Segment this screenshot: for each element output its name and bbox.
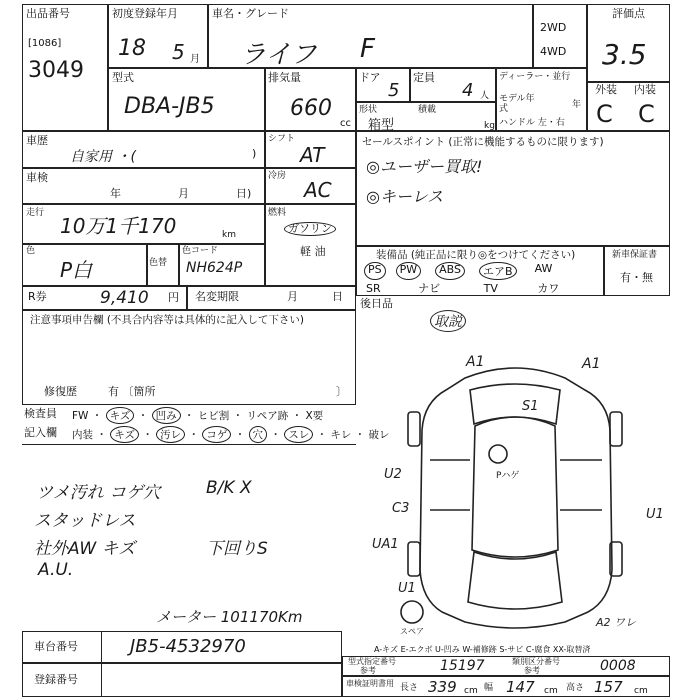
shape-value: 箱型 bbox=[368, 118, 395, 133]
remark-6: A.U. bbox=[38, 560, 74, 580]
fuel-gasoline-text: ガソリン bbox=[284, 222, 336, 236]
fuel-gasoline bbox=[284, 222, 336, 236]
inspector-row2: 内装 ・ キズ ・ 汚レ ・ コゲ ・ 穴 ・ スレ ・ キレ ・ 破レ bbox=[72, 426, 390, 443]
insp-int-scratch: キズ bbox=[110, 426, 139, 443]
chassis-label: 車台番号 bbox=[34, 640, 78, 653]
equipment-row1 bbox=[358, 262, 602, 280]
spare-label: スペア bbox=[400, 627, 424, 636]
notes-label: 注意事項申告欄 (不具合内容等は具体的に記入して下さい) bbox=[30, 314, 305, 326]
remark-2: B/K X bbox=[206, 478, 252, 498]
sales-point2: ◎キーレス bbox=[366, 187, 444, 206]
mark-ua1: UA1 bbox=[372, 537, 399, 552]
fuel-diesel: 軽 油 bbox=[300, 245, 326, 258]
name-label: 車名・グレード bbox=[212, 7, 289, 20]
inspection-box bbox=[22, 168, 265, 204]
height-value: 157 bbox=[594, 678, 623, 696]
history-label: 車歴 bbox=[26, 134, 48, 147]
equip-pw: PW bbox=[396, 262, 422, 280]
repair-label: 修復歴 bbox=[44, 385, 77, 398]
int-grade: C bbox=[638, 100, 655, 128]
recycle-label: R券 bbox=[28, 290, 47, 303]
insp-int-burn: コゲ bbox=[202, 426, 231, 443]
remark-4: 社外AW キズ bbox=[34, 539, 136, 559]
equip-leather: カワ bbox=[537, 282, 560, 295]
warranty-value: 有・無 bbox=[620, 271, 653, 284]
car-name: ライフ bbox=[240, 40, 317, 70]
car-roof bbox=[472, 417, 558, 557]
dims-label: 車検証明書用 bbox=[346, 679, 394, 688]
insp-x: X要 bbox=[305, 410, 324, 422]
car-outline bbox=[401, 368, 622, 628]
ext-grade: C bbox=[596, 100, 613, 128]
grade: F bbox=[360, 34, 375, 64]
drive-box bbox=[533, 4, 587, 68]
chassis-value: JB5-4532970 bbox=[130, 636, 246, 657]
cert-label: 型式指定番号 bbox=[348, 657, 396, 666]
ext-label: 外装 bbox=[595, 83, 617, 96]
recycle-unit: 円 bbox=[168, 291, 179, 304]
history-close: ) bbox=[252, 147, 257, 160]
insp-scratch: キズ bbox=[106, 407, 135, 424]
mark-u1-bottom: U1 bbox=[398, 581, 416, 596]
mark-a1-right: A1 bbox=[582, 356, 601, 372]
mark-u2: U2 bbox=[384, 467, 402, 482]
handle-label: ハンドル 左・右 bbox=[499, 118, 565, 128]
mark-a2: A2 ワレ bbox=[596, 616, 637, 629]
insp-crack: ヒビ割 bbox=[197, 410, 230, 422]
door-value: 5 bbox=[388, 80, 400, 101]
equipment-row2 bbox=[366, 280, 559, 296]
car-diagram bbox=[370, 350, 670, 640]
reg-year: 18 bbox=[118, 36, 146, 61]
inspector-divider bbox=[22, 444, 356, 445]
odometer-note: メーター 101170Km bbox=[156, 608, 303, 626]
model-value: DBA-JB5 bbox=[124, 94, 215, 119]
aircon-value: AC bbox=[304, 178, 332, 202]
shift-value: AT bbox=[300, 143, 325, 167]
color-code-value: NH624P bbox=[186, 260, 243, 276]
insp-int: 内装 bbox=[72, 429, 93, 441]
reg-month: 5 bbox=[172, 40, 185, 64]
mark-u1-right: U1 bbox=[646, 507, 664, 522]
remark-5: 下回りS bbox=[206, 539, 268, 559]
color-change-label: 色替 bbox=[149, 258, 168, 268]
load-unit: kg bbox=[484, 121, 495, 131]
capacity-value: 4 bbox=[462, 80, 474, 101]
inspection-month: 月 bbox=[178, 187, 189, 200]
rear-seat-value bbox=[430, 310, 466, 332]
int-label: 内装 bbox=[634, 83, 656, 96]
cert-ref: 参考 bbox=[360, 666, 376, 675]
inspection-label: 車検 bbox=[26, 171, 48, 184]
class-ref: 参考 bbox=[524, 666, 540, 675]
shift-label: シフト bbox=[268, 134, 296, 144]
drive-2wd: 2WD bbox=[540, 21, 567, 34]
mileage-value: 10万1千170 bbox=[60, 214, 177, 238]
disp-unit: cc bbox=[340, 118, 351, 129]
capacity-unit: 人 bbox=[480, 91, 490, 101]
car-hood bbox=[470, 384, 560, 424]
insp-int-cut: キレ bbox=[330, 429, 352, 441]
width-value: 147 bbox=[506, 678, 535, 696]
name-change-month: 月 bbox=[287, 290, 298, 303]
color-code-label: 色コード bbox=[182, 246, 219, 256]
registration-label: 登録番号 bbox=[34, 673, 78, 686]
load-label: 積載 bbox=[418, 105, 437, 115]
lot-label: 出品番号 bbox=[26, 7, 70, 20]
insp-dent: 凹み bbox=[152, 407, 181, 424]
sales-point1-text: ユーザー買取! bbox=[379, 157, 483, 176]
model-year-label: モデル年式 bbox=[499, 94, 535, 114]
reg-month-unit: 月 bbox=[190, 54, 200, 65]
score-label: 評価点 bbox=[612, 7, 645, 20]
len-value: 339 bbox=[428, 678, 457, 696]
insp-int-wear: スレ bbox=[284, 426, 313, 443]
dealer-label: ディーラー・並行 bbox=[499, 72, 571, 82]
capacity-label: 定員 bbox=[413, 71, 435, 84]
repair-close: 〕 bbox=[336, 385, 347, 398]
inspection-year: 年 bbox=[110, 187, 121, 200]
fuel-label: 燃料 bbox=[268, 208, 287, 218]
inspector-label2: 記入欄 bbox=[24, 426, 57, 439]
recycle-value: 9,410 bbox=[100, 288, 149, 308]
car-rear bbox=[468, 552, 562, 609]
mileage-unit: km bbox=[222, 230, 236, 240]
insp-int-hole: 穴 bbox=[249, 426, 268, 443]
len-unit: cm bbox=[464, 686, 478, 696]
height-unit: cm bbox=[634, 686, 648, 696]
inspector-row1: FW ・ キズ ・ 凹み ・ ヒビ割 ・ リペア跡 ・ X要 bbox=[72, 407, 323, 424]
width-unit: cm bbox=[544, 686, 558, 696]
door-line-left bbox=[430, 460, 470, 510]
inspector-label1: 検査員 bbox=[24, 407, 57, 420]
equipment-label: 装備品 (純正品に限り◎をつけてください) bbox=[376, 249, 576, 261]
rear-seat-text: 取説 bbox=[430, 310, 466, 332]
equip-tv: TV bbox=[483, 282, 498, 295]
car-body bbox=[420, 368, 612, 628]
cert-value: 15197 bbox=[440, 658, 485, 674]
history-value: 自家用 ・( bbox=[70, 149, 136, 165]
color-label: 色 bbox=[26, 246, 36, 256]
remark-1: ツメ汚れ コゲ穴 bbox=[36, 483, 161, 503]
warranty-label: 新車保証書 bbox=[612, 250, 658, 260]
equip-sr: SR bbox=[366, 282, 381, 295]
width-label: 幅 bbox=[484, 683, 494, 693]
inspection-day: 日) bbox=[236, 187, 252, 200]
mark-s1: S1 bbox=[522, 399, 539, 414]
equip-abs: ABS bbox=[435, 262, 465, 280]
mark-c3: C3 bbox=[392, 501, 410, 516]
spare-tire bbox=[401, 601, 423, 623]
damage-ring bbox=[489, 445, 507, 463]
equip-airbag: エアB bbox=[479, 262, 517, 280]
lot-number: 3049 bbox=[28, 58, 84, 83]
door-label: ドア bbox=[359, 71, 381, 84]
score-value: 3.5 bbox=[602, 38, 647, 71]
shape-label: 形状 bbox=[359, 105, 378, 115]
repair-value: 有 〔箇所 bbox=[108, 385, 156, 398]
sales-point1: ◎ユーザー買取! bbox=[366, 157, 483, 176]
len-label: 長さ bbox=[400, 683, 419, 693]
insp-fw: FW bbox=[72, 410, 89, 422]
insp-int-dirt: 汚レ bbox=[156, 426, 185, 443]
mark-a1-left: A1 bbox=[466, 354, 485, 370]
aircon-label: 冷房 bbox=[268, 171, 287, 181]
name-change-label: 名変期限 bbox=[195, 290, 239, 303]
equip-aw: AW bbox=[534, 262, 553, 275]
drive-4wd: 4WD bbox=[540, 45, 567, 58]
equip-ps: PS bbox=[364, 262, 386, 280]
class-label: 類別区分番号 bbox=[512, 657, 560, 666]
mark-pillar: Pハゲ bbox=[496, 471, 520, 481]
equip-navi: ナビ bbox=[418, 282, 441, 295]
insp-int-tear: 破レ bbox=[368, 429, 390, 441]
model-label: 型式 bbox=[112, 71, 134, 84]
class-value: 0008 bbox=[600, 658, 636, 674]
wheel-rl bbox=[408, 542, 420, 576]
reg-label: 初度登録年月 bbox=[112, 7, 178, 20]
year-unit: 年 bbox=[572, 100, 582, 110]
sales-label: セールスポイント (正常に機能するものに限ります) bbox=[362, 136, 604, 148]
color-value: P白 bbox=[60, 258, 93, 282]
disp-label: 排気量 bbox=[268, 71, 301, 84]
wheel-fr bbox=[610, 412, 622, 446]
lot-sub: [1086] bbox=[28, 38, 62, 49]
rear-seat-label: 後日品 bbox=[360, 297, 393, 310]
insp-repair: リペア跡 bbox=[246, 410, 289, 422]
mileage-label: 走行 bbox=[26, 208, 45, 218]
history-box bbox=[22, 131, 265, 168]
remark-3: スタッドレス bbox=[34, 511, 136, 531]
name-change-day: 日 bbox=[332, 290, 343, 303]
height-label: 高さ bbox=[566, 683, 585, 693]
sales-point2-text: キーレス bbox=[379, 187, 444, 206]
damage-legend: A-キズ E-エクボ U-凹み W-補修跡 S-サビ C-腐食 XX-取替済 bbox=[374, 645, 591, 654]
wheel-fl bbox=[408, 412, 420, 446]
door-line-right bbox=[560, 460, 602, 510]
disp-value: 660 bbox=[290, 96, 332, 121]
